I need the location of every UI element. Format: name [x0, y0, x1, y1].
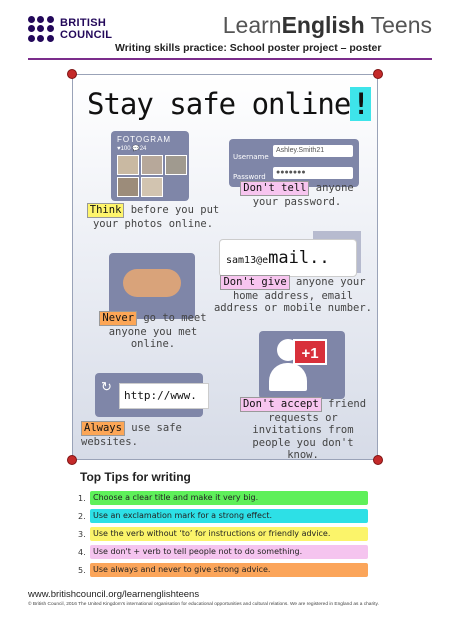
pin-icon: [67, 455, 77, 465]
top-tips-list: [78, 490, 368, 580]
pin-icon: [67, 69, 77, 79]
login-card: [229, 139, 359, 187]
header-divider: [28, 58, 432, 60]
list-item: 2. Use an exclamation mark for a strong effect.: [78, 508, 368, 524]
tip-always: Always use safe websites.: [81, 422, 182, 448]
page-subtitle: Writing skills practice: School poster project – poster: [115, 42, 382, 54]
handshake-icon: [123, 269, 181, 297]
pin-icon: [373, 69, 383, 79]
photo-app-card: [111, 131, 189, 201]
pin-icon: [373, 455, 383, 465]
top-tips-title: Top Tips for writing: [80, 470, 191, 484]
bc-line1: BRITISH: [60, 17, 107, 29]
handshake-card: [109, 253, 195, 319]
exclamation-mark: !: [352, 87, 369, 121]
username-label: Username: [233, 153, 269, 161]
bc-line2: COUNCIL: [60, 29, 113, 41]
list-item: 1. Choose a clear title and make it very big.: [78, 490, 368, 506]
list-item: 3. Use the verb without ‘to’ for instructions or friendly advice.: [78, 526, 368, 542]
british-council-logo: [28, 16, 112, 42]
poster-title: Stay safe online!: [87, 87, 369, 121]
photo-app-stats: ♥100 💬24: [117, 146, 147, 152]
tip-think: Think before you put your photos online.: [83, 203, 223, 230]
photo-thumbnail: [117, 177, 139, 197]
photo-thumbnail: [141, 155, 163, 175]
username-field: Ashley.Smith21: [273, 145, 353, 157]
person-body-icon: [269, 363, 307, 391]
password-field: ●●●●●●●: [273, 167, 353, 179]
british-council-dots-icon: [28, 16, 54, 42]
photo-app-label: FOTOGRAM: [117, 135, 172, 144]
tip-never: Never go to meet anyone you met online.: [95, 311, 211, 351]
website-link[interactable]: www.britishcouncil.org/learnenglishteens: [28, 589, 200, 600]
refresh-icon: ↻: [101, 379, 112, 394]
tip-dont-accept: Don't accept friend requests or invitations from people you don't know.: [235, 397, 371, 462]
photo-thumbnail: [141, 177, 163, 197]
photo-thumbnail: [165, 155, 187, 175]
poster: [72, 74, 378, 460]
tip-dont-give: Don't give anyone your home address, email address or mobile number.: [213, 276, 373, 314]
password-label: Password: [233, 173, 266, 181]
email-card: sam13@email..: [219, 239, 357, 277]
learnenglish-teens-logo: LearnEnglish Teens: [222, 12, 432, 38]
url-bar: http://www.: [119, 383, 209, 409]
list-item: 4. Use don't + verb to tell people not to do something.: [78, 544, 368, 560]
copyright-text: © British Council, 2016 The United Kingdom's international organisation for educational opportunities and cultural relations. We are registered in England as a charity.: [28, 602, 379, 607]
list-item: 5. Use always and never to give strong advice.: [78, 562, 368, 578]
photo-thumbnail: [117, 155, 139, 175]
tip-dont-tell: Don't tell anyone your password.: [229, 181, 365, 208]
plus-one-badge: +1: [293, 339, 327, 365]
